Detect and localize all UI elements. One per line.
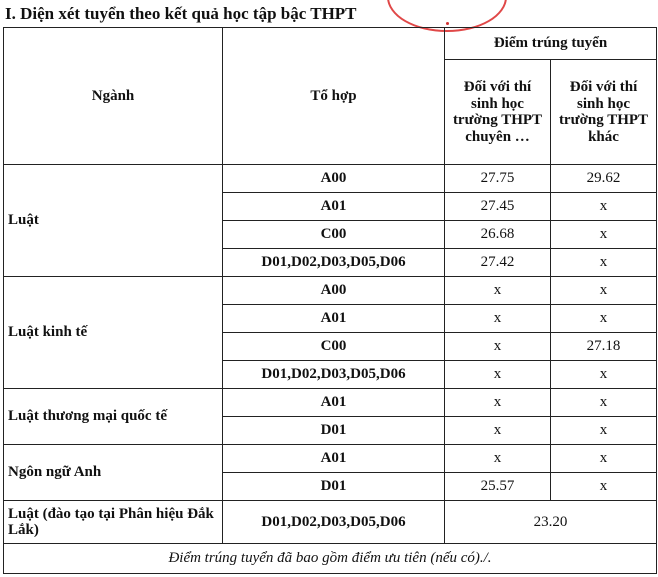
score-other-cell: 27.18 xyxy=(551,333,657,361)
combo-cell: A01 xyxy=(223,193,445,221)
score-specialized-cell: 27.75 xyxy=(445,165,551,193)
footnote: Điểm trúng tuyển đã bao gồm điểm ưu tiên (nếu có)./. xyxy=(4,544,657,574)
table-row xyxy=(4,389,657,417)
combo-cell: A00 xyxy=(223,277,445,305)
header-row-top xyxy=(4,28,657,60)
score-specialized-cell: 25.57 xyxy=(445,473,551,501)
combo-cell: D01 xyxy=(223,417,445,445)
score-other-cell: x xyxy=(551,417,657,445)
score-specialized-cell: x xyxy=(445,445,551,473)
table-row xyxy=(4,445,657,473)
combo-cell: D01 xyxy=(223,473,445,501)
col-header-score-group: Điểm trúng tuyển xyxy=(445,28,657,60)
col-header-specialized: Đối với thí sinh học trường THPT chuyên … xyxy=(445,60,551,165)
score-specialized-cell: x xyxy=(445,333,551,361)
combo-cell: D01,D02,D03,D05,D06 xyxy=(223,501,445,544)
score-specialized-cell: x xyxy=(445,417,551,445)
merged-score-cell: 23.20 xyxy=(445,501,657,544)
section-heading: I. Diện xét tuyển theo kết quả học tập bậc THPT xyxy=(5,4,357,23)
score-specialized-cell: x xyxy=(445,361,551,389)
score-other-cell: x xyxy=(551,277,657,305)
score-other-cell: x xyxy=(551,193,657,221)
col-header-major: Ngành xyxy=(4,28,223,165)
score-other-cell: x xyxy=(551,473,657,501)
major-cell: Luật kinh tế xyxy=(4,277,223,389)
col-header-other: Đối với thí sinh học trường THPT khác xyxy=(551,60,657,165)
combo-cell: A01 xyxy=(223,305,445,333)
footnote-row xyxy=(4,544,657,574)
combo-cell: A00 xyxy=(223,165,445,193)
combo-cell: D01,D02,D03,D05,D06 xyxy=(223,361,445,389)
combo-cell: A01 xyxy=(223,389,445,417)
admission-score-table xyxy=(3,27,657,574)
major-cell: Luật (đào tạo tại Phân hiệu Đắk Lắk) xyxy=(4,501,223,544)
table-row xyxy=(4,165,657,193)
score-other-cell: x xyxy=(551,249,657,277)
score-other-cell: x xyxy=(551,361,657,389)
seal-mark xyxy=(446,22,449,25)
major-cell: Luật xyxy=(4,165,223,277)
table-row xyxy=(4,277,657,305)
table-row xyxy=(4,501,657,544)
score-other-cell: 29.62 xyxy=(551,165,657,193)
combo-cell: C00 xyxy=(223,333,445,361)
combo-cell: C00 xyxy=(223,221,445,249)
score-specialized-cell: x xyxy=(445,389,551,417)
score-specialized-cell: x xyxy=(445,305,551,333)
score-other-cell: x xyxy=(551,445,657,473)
score-specialized-cell: 27.42 xyxy=(445,249,551,277)
score-specialized-cell: x xyxy=(445,277,551,305)
col-header-combo: Tổ hợp xyxy=(223,28,445,165)
major-cell: Ngôn ngữ Anh xyxy=(4,445,223,501)
score-other-cell: x xyxy=(551,305,657,333)
combo-cell: A01 xyxy=(223,445,445,473)
major-cell: Luật thương mại quốc tế xyxy=(4,389,223,445)
score-other-cell: x xyxy=(551,389,657,417)
combo-cell: D01,D02,D03,D05,D06 xyxy=(223,249,445,277)
score-specialized-cell: 27.45 xyxy=(445,193,551,221)
score-specialized-cell: 26.68 xyxy=(445,221,551,249)
score-other-cell: x xyxy=(551,221,657,249)
